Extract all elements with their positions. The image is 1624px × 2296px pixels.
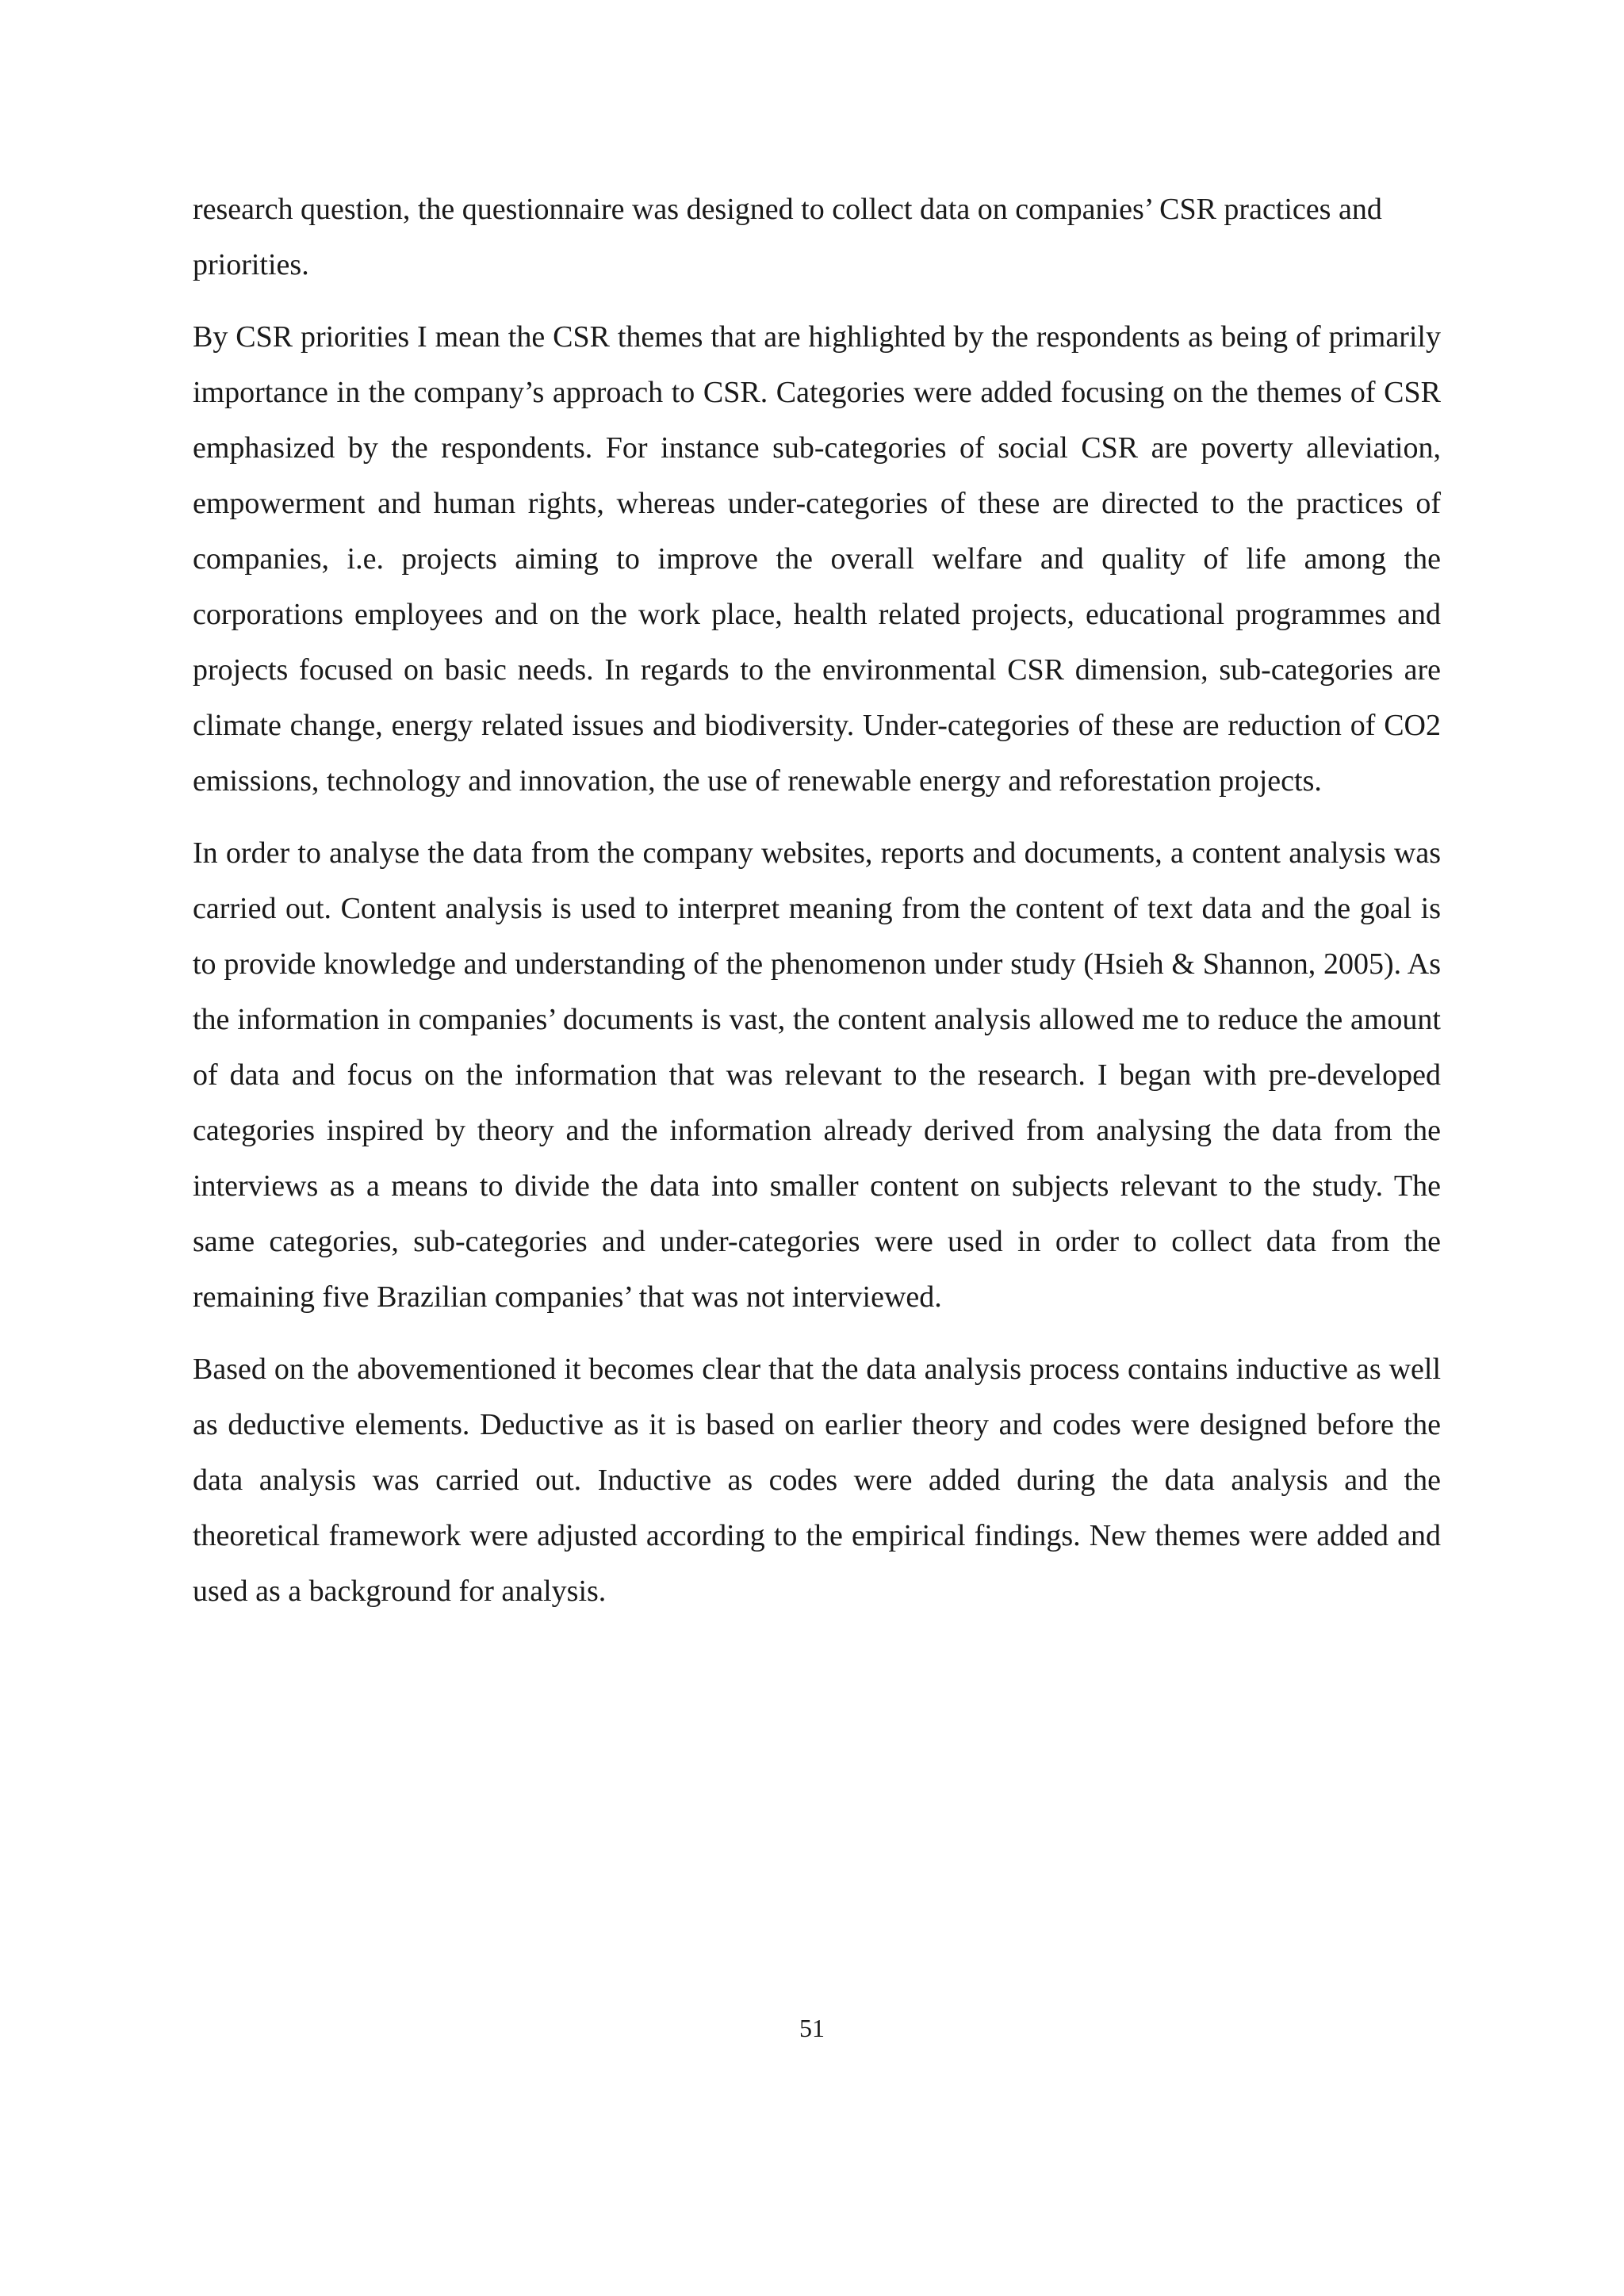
paragraph-continued: research question, the questionnaire was designed to collect data on companies’ CSR practices and priorities. (193, 193, 1382, 281)
paragraph-csr-priorities: By CSR priorities I mean the CSR themes that are highlighted by the respondents as being of primarily importance in the company’s approach to CSR. Categories were added focusing on the themes of CSR emphasized by the respondents. For instance sub-categories of social CSR are poverty alleviation, empowerment and human rights, whereas under-categories of these are directed to the practices of companies, i.e. projects aiming to improve the overall welfare and quality of life among the corporations employees and on the work place, health related projects, educational programmes and projects focused on basic needs. In regards to the environmental CSR dimension, sub-categories are climate change, energy related issues and biodiversity. Under-categories of these are reduction of CO2 emissions, technology and innovation, the use of renewable energy and reforestation projects. (193, 320, 1441, 798)
paragraph-inductive-deductive: Based on the abovementioned it becomes clear that the data analysis process contains inductive as well as deductive elements. Deductive as it is based on earlier theory and codes were designed before the data analysis was carried out. Inductive as codes were added during the data analysis and the theoretical framework were adjusted according to the empirical findings. New themes were added and used as a background for analysis. (193, 1353, 1441, 1608)
page-number: 51 (799, 2014, 825, 2042)
paragraph-content-analysis: In order to analyse the data from the company websites, reports and documents, a content analysis was carried out. Content analysis is used to interpret meaning from the content of text data and the goal is to provide knowledge and understanding of the phenomenon under study (Hsieh & Shannon, 2005). As the information in companies’ documents is vast, the content analysis allowed me to reduce the amount of data and focus on the information that was relevant to the research. I began with pre-developed categories inspired by theory and the information already derived from analysing the data from the interviews as a means to divide the data into smaller content on subjects relevant to the study. The same categories, sub-categories and under-categories were used in order to collect data from the remaining five Brazilian companies’ that was not interviewed. (193, 836, 1441, 1314)
body-text (193, 182, 1441, 1636)
